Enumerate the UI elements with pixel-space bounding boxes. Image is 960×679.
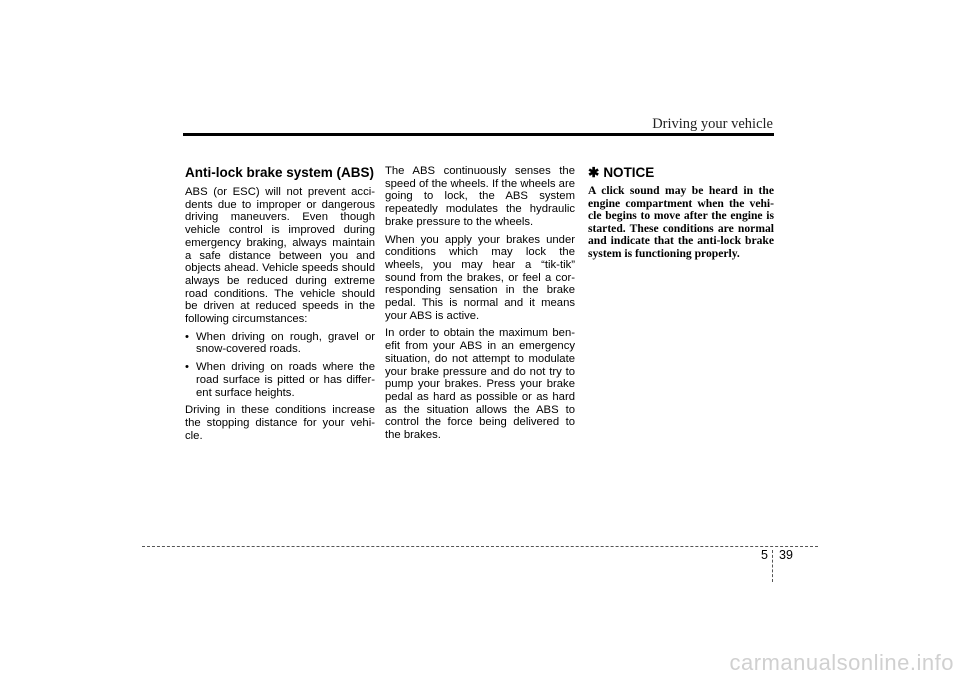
notice-label: NOTICE [603,165,655,180]
notice-box [588,165,774,266]
abs-heading: Anti-lock brake system (ABS) [185,165,375,180]
list-item: • When driving on rough, gravel or snow-covered roads. [185,330,375,356]
bullet-icon: • [185,330,189,343]
notice-text: A click sound may be heard in the engine compartment when the vehi-cle begins to move after the engine is started. These conditions are normal and indicate that the anti-lock brake system is functioning properly. [588,184,774,260]
abs-paragraph: When you apply your brakes under conditions which may lock the wheels, you may hear a “tik-tik” sound from the brakes, or feel a cor-responding sensation in the brake pedal. This is normal and it means your ABS is active. [385,233,575,322]
section-title: Driving your vehicle [652,116,773,132]
middle-column [385,165,575,447]
watermark: carmanualsonline.info [729,650,954,675]
abs-intro-paragraph: ABS (or ESC) will not prevent acci-dents due to improper or dangerous driving maneuvers. Even though vehicle control is improved during emergency braking, always maintain a safe distance between you and objects ahead. Vehicle speeds should always be reduced during extreme road conditions. The vehicle should be driven at reduced speeds in the following circumstances: [185,186,375,326]
list-item: • When driving on roads where the road surface is pitted or has differ-ent surface heights. [185,361,375,399]
asterisk-icon: ✱ [588,165,600,180]
page-number: 39 [779,548,793,562]
header-rule [183,133,774,136]
notice-heading [588,165,774,180]
abs-closing-paragraph: Driving in these conditions increase the stopping distance for your vehi-cle. [185,404,375,442]
left-column [185,165,375,447]
bullet-icon: • [185,361,189,374]
abs-paragraph: In order to obtain the maximum ben-efit from your ABS in an emergency situation, do not attempt to modulate your brake pressure and do not try to pump your brakes. Press your brake pedal as hard as possible or as hard as the situation allows the ABS to control the force being delivered to the brakes. [385,327,575,442]
page-number-separator [772,550,773,582]
footer-rule [142,546,818,547]
abs-paragraph: The ABS continuously senses the speed of the wheels. If the wheels are going to lock, the ABS system repeatedly modulates the hydraulic brake pressure to the wheels. [385,165,575,228]
circumstances-list [185,331,375,400]
chapter-number: 5 [761,548,768,562]
